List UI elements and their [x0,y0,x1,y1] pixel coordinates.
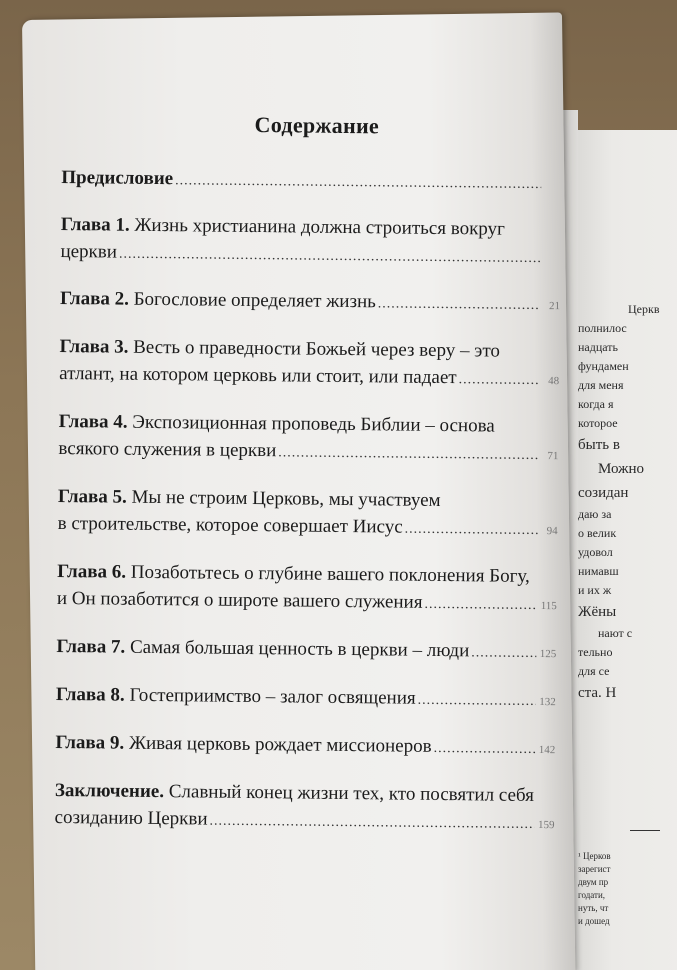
entry-title: Гостеприимство – залог освящения [129,684,416,709]
dot-leader [405,516,538,544]
dot-leader [471,639,536,667]
footnote-line: двум пр [578,877,609,887]
entry-title-continued: атлант, на котором церковь или стоит, или падает [59,362,457,389]
footnote-line: ¹ Церков [578,851,611,861]
dot-leader [119,241,541,272]
toc-entry-chapter-2 [60,285,560,320]
right-page-line: даю за [578,507,612,521]
right-page-line: которое [578,416,618,430]
right-page-text [578,300,677,705]
toc-title: Содержание [254,112,380,139]
entry-title-continued: церкви [60,240,118,263]
dot-leader [458,366,539,394]
footnote-line: и дошед [578,916,610,926]
entry-title: Позаботьтесь о глубине вашего поклонения Богу, [130,561,530,587]
toc-entry-chapter-9 [55,729,555,764]
dot-leader [378,290,540,319]
toc-entry-chapter-1 [60,211,561,272]
entry-title: Экспозиционная проповедь Библии – основа [132,411,495,437]
entry-title-continued: и Он позаботится о широте вашего служения [56,587,423,613]
entry-label: Предисловие [61,166,174,190]
right-page-line: нимавш [578,564,619,578]
entry-title: Мы не строим Церковь, мы участвуем [131,486,441,511]
entry-title: Богословие определяет жизнь [133,288,376,313]
entry-label: Глава 1. [60,213,130,236]
table-of-contents [54,110,562,857]
right-page-line: Можно [598,461,644,477]
entry-page: 48 [548,375,560,388]
right-page-line: надцать [578,340,619,354]
right-page-line: быть в [578,437,620,453]
entry-label: Глава 2. [59,287,130,310]
entry-label: Заключение. [54,779,165,803]
entry-label: Глава 7. [56,635,126,658]
entry-page: 71 [547,450,559,463]
entry-title: Живая церковь рождает миссионеров [128,732,432,757]
entry-page: 142 [538,744,556,757]
entry-title-continued: всякого служения в церкви [58,437,277,462]
toc-entry-preface [61,164,561,198]
right-page-line: Жёны [578,604,617,620]
footnote-line: годати, [578,890,606,900]
entry-page: 125 [539,648,557,661]
dot-leader [424,591,537,619]
entry-label: Глава 9. [55,731,125,754]
right-page-line: когда я [578,397,614,411]
entry-title: Славный конец жизни тех, кто посвятил себя [168,781,535,806]
entry-title-continued: в строительстве, которое совершает Иисус [57,512,403,538]
dot-leader [175,167,541,198]
right-page-line: созидан [578,485,629,501]
right-page-line: Церкв [628,302,660,316]
entry-label: Глава 3. [59,335,129,358]
entry-title: Весть о праведности Божьей через веру – это [133,336,501,362]
right-page-footnote [578,850,677,928]
right-page-line: о велик [578,526,617,540]
right-page-line: для меня [578,378,624,392]
entry-title-continued: созиданию Церкви [54,806,208,830]
right-page-line: полнилос [578,321,627,335]
dot-leader [209,808,534,838]
entry-page: 159 [537,819,555,832]
right-page-line: и их ж [578,583,612,597]
dot-leader [278,439,538,469]
entry-label: Глава 6. [57,560,127,583]
toc-entry-chapter-6 [57,558,558,620]
footnote-line: нуть, чт [578,903,609,913]
entry-page: 115 [540,600,557,613]
right-page-line: фундамен [578,359,629,373]
dot-leader [433,735,535,763]
toc-entry-conclusion [54,777,555,839]
toc-entry-chapter-8 [56,681,556,716]
right-page-line: нают с [598,626,633,640]
entry-label: Глава 5. [57,485,127,508]
entry-label: Глава 8. [55,683,125,706]
entry-page: 94 [546,525,558,538]
right-page-line: ста. Н [578,685,617,701]
toc-entry-chapter-5 [57,483,558,545]
right-page-line: для се [578,664,610,678]
entry-title: Жизнь христианина должна строиться вокруг [134,214,506,240]
toc-entry-chapter-3 [59,333,560,395]
entry-page: 21 [548,300,561,313]
entry-label: Глава 4. [58,410,128,433]
toc-entry-chapter-4 [58,408,559,470]
footnote-rule [630,830,660,831]
entry-page: 132 [539,696,556,709]
entry-title: Самая большая ценность в церкви – люди [129,636,470,662]
right-page-line: удовол [578,545,613,559]
footnote-line: зарегист [578,864,611,874]
right-page-line: тельно [578,645,613,659]
toc-entry-chapter-7 [56,633,556,668]
dot-leader [418,687,536,715]
